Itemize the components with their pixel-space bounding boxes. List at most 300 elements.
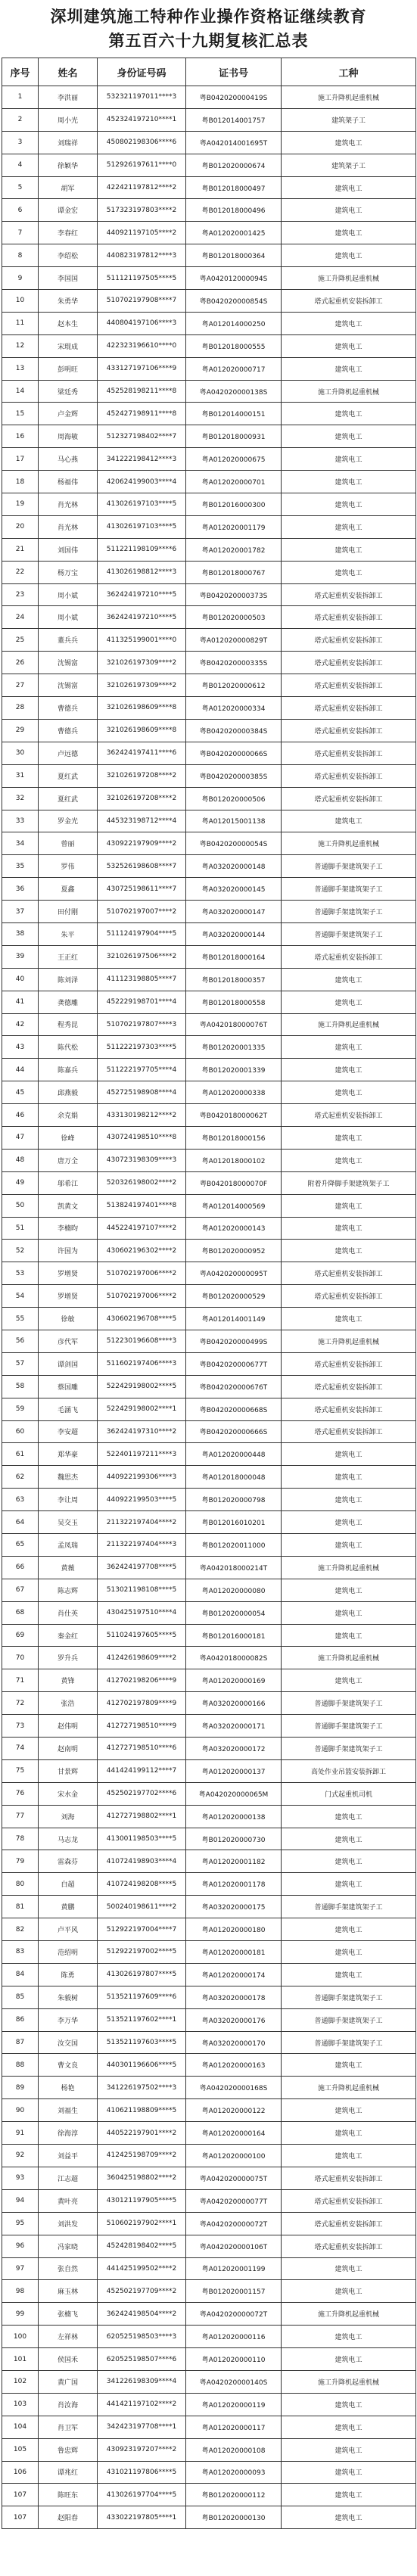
cell-certificate-number: 粤A032020000147 <box>186 901 282 923</box>
cell-certificate-number: 粤A012020000169 <box>186 1669 282 1692</box>
cell-certificate-number: 粤A032020000176 <box>186 2008 282 2031</box>
table-row <box>2 1556 416 1579</box>
cell-index: 27 <box>2 674 39 697</box>
cell-certificate-number: 粤B042018000062T <box>186 1104 282 1127</box>
cell-id-number: 362424197708****5 <box>98 1556 186 1579</box>
cell-name: 田付刚 <box>39 901 98 923</box>
cell-certificate-number: 粤B012016000300 <box>186 493 282 516</box>
cell-job-type: 建筑电工 <box>282 334 416 357</box>
cell-name: 刘洪发 <box>39 2212 98 2235</box>
cell-id-number: 620525198507****6 <box>98 2348 186 2371</box>
table-row <box>2 1692 416 1715</box>
cell-job-type: 塔式起重机安装拆卸工 <box>282 2189 416 2212</box>
cell-index: 37 <box>2 901 39 923</box>
cell-index: 4 <box>2 154 39 176</box>
cell-job-type: 高处作业吊篮安装拆卸工 <box>282 1759 416 1782</box>
table-row <box>2 1420 416 1443</box>
cell-certificate-number: 粤B012018000767 <box>186 561 282 583</box>
table-row <box>2 2031 416 2054</box>
cell-job-type: 建筑电工 <box>282 991 416 1013</box>
cell-name: 卢远德 <box>39 742 98 764</box>
cell-id-number: 510602197902****1 <box>98 2212 186 2235</box>
cell-name: 李让周 <box>39 1489 98 1511</box>
cell-job-type: 塔式起重机安装拆卸工 <box>282 742 416 764</box>
cell-job-type: 普通脚手架建筑架子工 <box>282 1692 416 1715</box>
cell-certificate-number: 粤A012020000110 <box>186 2348 282 2371</box>
table-row <box>2 901 416 923</box>
cell-job-type: 塔式起重机安装拆卸工 <box>282 1352 416 1375</box>
table-row <box>2 2280 416 2303</box>
cell-certificate-number: 粤B012020000503 <box>186 606 282 629</box>
table-row <box>2 1443 416 1466</box>
cell-certificate-number: 粤A042014001695T <box>186 131 282 154</box>
cell-job-type: 建筑电工 <box>282 1941 416 1964</box>
table-row <box>2 2008 416 2031</box>
cell-certificate-number: 粤B012018000164 <box>186 945 282 968</box>
table-row <box>2 448 416 471</box>
cell-index: 46 <box>2 1104 39 1127</box>
table-row <box>2 1149 416 1171</box>
cell-job-type: 塔式起重机安装拆卸工 <box>282 652 416 674</box>
cell-id-number: 513824197401****8 <box>98 1194 186 1217</box>
cell-id-number: 510702197007****2 <box>98 901 186 923</box>
cell-name: 肖光林 <box>39 515 98 538</box>
cell-id-number: 441421197102****2 <box>98 2393 186 2416</box>
cell-name: 李洪丽 <box>39 86 98 109</box>
cell-job-type: 建筑电工 <box>282 2461 416 2484</box>
cell-id-number: 321026197309****2 <box>98 652 186 674</box>
cell-index: 12 <box>2 334 39 357</box>
cell-job-type: 普通脚手架建筑架子工 <box>282 855 416 878</box>
cell-name: 程秀昆 <box>39 1013 98 1036</box>
cell-job-type: 建筑电工 <box>282 1534 416 1557</box>
cell-job-type: 建筑电工 <box>282 2438 416 2461</box>
cell-job-type: 建筑电工 <box>282 561 416 583</box>
cell-name: 余克娟 <box>39 1104 98 1127</box>
cell-index: 25 <box>2 629 39 652</box>
cell-id-number: 452229198701****4 <box>98 991 186 1013</box>
table-row <box>2 1828 416 1850</box>
cell-job-type: 塔式起重机安装拆卸工 <box>282 787 416 810</box>
cell-index: 2 <box>2 108 39 131</box>
cell-job-type: 建筑电工 <box>282 1036 416 1059</box>
table-row <box>2 1782 416 1805</box>
table-row <box>2 1217 416 1240</box>
cell-job-type: 建筑电工 <box>282 357 416 380</box>
cell-index: 100 <box>2 2326 39 2348</box>
cell-name: 曹文良 <box>39 2054 98 2077</box>
table-row <box>2 697 416 720</box>
cell-index: 82 <box>2 1918 39 1941</box>
cell-job-type: 建筑电工 <box>282 222 416 244</box>
cell-index: 30 <box>2 742 39 764</box>
cell-index: 36 <box>2 878 39 901</box>
cell-index: 9 <box>2 267 39 290</box>
cell-index: 103 <box>2 2393 39 2416</box>
cell-id-number: 510702197908****7 <box>98 290 186 313</box>
table-row <box>2 199 416 222</box>
cell-job-type: 塔式起重机安装拆卸工 <box>282 2167 416 2189</box>
table-row <box>2 1398 416 1420</box>
cell-name: 凯黄文 <box>39 1194 98 1217</box>
cell-id-number: 413026197807****5 <box>98 1963 186 1986</box>
cell-job-type: 塔式起重机安装拆卸工 <box>282 1262 416 1285</box>
cell-name: 罗增贤 <box>39 1285 98 1308</box>
cell-certificate-number: 粤A012020000717 <box>186 357 282 380</box>
cell-id-number: 512230196608****3 <box>98 1330 186 1352</box>
cell-job-type: 建筑架子工 <box>282 154 416 176</box>
cell-index: 50 <box>2 1194 39 1217</box>
cell-id-number: 440522197901****2 <box>98 2122 186 2145</box>
cell-index: 29 <box>2 719 39 742</box>
cell-name: 罗升兵 <box>39 1647 98 1669</box>
cell-index: 61 <box>2 1443 39 1466</box>
cell-job-type: 建筑电工 <box>282 2348 416 2371</box>
cell-index: 28 <box>2 697 39 720</box>
table-row <box>2 1669 416 1692</box>
cell-job-type: 建筑电工 <box>282 1081 416 1104</box>
cell-id-number: 362424197411****6 <box>98 742 186 764</box>
cell-index: 87 <box>2 2031 39 2054</box>
table-row <box>2 2099 416 2122</box>
cell-certificate-number: 粤A042020000095T <box>186 1262 282 1285</box>
cell-certificate-number: 粤A042020000106T <box>186 2235 282 2257</box>
cell-name: 彦代军 <box>39 1330 98 1352</box>
cell-index: 84 <box>2 1963 39 1986</box>
cell-certificate-number: 粤A012020000100 <box>186 2145 282 2167</box>
cell-certificate-number: 粤A012014001149 <box>186 1308 282 1330</box>
cell-index: 13 <box>2 357 39 380</box>
cell-job-type: 建筑电工 <box>282 2280 416 2303</box>
cell-id-number: 411325199001****0 <box>98 629 186 652</box>
table-row <box>2 1759 416 1782</box>
cell-index: 85 <box>2 1986 39 2008</box>
table-row <box>2 2461 416 2484</box>
document-title <box>0 0 417 53</box>
cell-id-number: 412727198802****1 <box>98 1805 186 1828</box>
cell-index: 91 <box>2 2122 39 2145</box>
table-row <box>2 403 416 425</box>
cell-name: 黄广国 <box>39 2370 98 2393</box>
cell-name: 朱平 <box>39 922 98 945</box>
cell-index: 47 <box>2 1126 39 1149</box>
cell-index: 76 <box>2 1782 39 1805</box>
cell-id-number: 452502197702****6 <box>98 1782 186 1805</box>
cell-certificate-number: 粤B042020000335S <box>186 652 282 674</box>
table-row <box>2 2326 416 2348</box>
cell-certificate-number: 粤A042020000077T <box>186 2189 282 2212</box>
cell-certificate-number: 粤A012020000164 <box>186 2122 282 2145</box>
cell-id-number: 440922199306****3 <box>98 1466 186 1489</box>
table-row <box>2 1534 416 1557</box>
table-row <box>2 1466 416 1489</box>
cell-name: 徐峰 <box>39 1126 98 1149</box>
cell-certificate-number: 粤B042020000384S <box>186 719 282 742</box>
cell-name: 冯家晓 <box>39 2235 98 2257</box>
cell-certificate-number: 粤B012018000931 <box>186 425 282 448</box>
table-row <box>2 1375 416 1398</box>
cell-name: 赵伟明 <box>39 1715 98 1738</box>
cell-job-type: 施工升降机起重机械 <box>282 267 416 290</box>
cell-name: 孟凤瑞 <box>39 1534 98 1557</box>
cell-job-type: 建筑电工 <box>282 1963 416 1986</box>
cell-job-type: 塔式起重机安装拆卸工 <box>282 629 416 652</box>
table-row <box>2 2212 416 2235</box>
table-row <box>2 2167 416 2189</box>
table-row <box>2 1262 416 1285</box>
cell-id-number: 441425199502****2 <box>98 2257 186 2280</box>
cell-certificate-number: 粤A032020000170 <box>186 2031 282 2054</box>
cell-index: 90 <box>2 2099 39 2122</box>
cell-certificate-number: 粤A012018000048 <box>186 1466 282 1489</box>
cell-job-type: 建筑电工 <box>282 448 416 471</box>
cell-id-number: 410621198809****5 <box>98 2099 186 2122</box>
cell-name: 许国为 <box>39 1240 98 1262</box>
cell-index: 63 <box>2 1489 39 1511</box>
cell-index: 60 <box>2 1420 39 1443</box>
cell-job-type: 建筑电工 <box>282 2099 416 2122</box>
cell-index: 6 <box>2 199 39 222</box>
cell-name: 曹德兵 <box>39 697 98 720</box>
cell-name: 徐敏 <box>39 1308 98 1330</box>
cell-id-number: 520326198002****2 <box>98 1171 186 1194</box>
table-header-row <box>2 58 416 86</box>
cell-name: 沈锡富 <box>39 674 98 697</box>
cell-name: 肖光林 <box>39 493 98 516</box>
table-row <box>2 1715 416 1738</box>
cell-name: 鲁忠辉 <box>39 2438 98 2461</box>
cell-index: 18 <box>2 471 39 493</box>
cell-certificate-number: 粤B012020000730 <box>186 1828 282 1850</box>
table-row <box>2 787 416 810</box>
cell-index: 41 <box>2 991 39 1013</box>
cell-id-number: 440804197106****3 <box>98 312 186 334</box>
cell-job-type: 建筑电工 <box>282 2257 416 2280</box>
cell-job-type: 塔式起重机安装拆卸工 <box>282 764 416 787</box>
cell-certificate-number: 粤A032020000166 <box>186 1692 282 1715</box>
cell-job-type: 建筑电工 <box>282 2054 416 2077</box>
cell-certificate-number: 粤A042020000072T <box>186 2303 282 2326</box>
cell-id-number: 362424197210****5 <box>98 606 186 629</box>
cell-id-number: 412425198709****2 <box>98 2145 186 2167</box>
cell-job-type: 塔式起重机安装拆卸工 <box>282 1398 416 1420</box>
cell-index: 107 <box>2 2506 39 2529</box>
cell-job-type: 附着升降脚手架建筑架子工 <box>282 1171 416 1194</box>
cell-index: 80 <box>2 1873 39 1896</box>
cell-certificate-number: 粤A012020000829T <box>186 629 282 652</box>
cell-id-number: 510702197006****2 <box>98 1262 186 1285</box>
cell-name: 李绍松 <box>39 244 98 267</box>
cell-id-number: 430121197905****5 <box>98 2189 186 2212</box>
table-row <box>2 2257 416 2280</box>
cell-certificate-number: 粤A012020000117 <box>186 2416 282 2438</box>
cell-id-number: 341226198309****4 <box>98 2370 186 2393</box>
cell-name: 陈旺东 <box>39 2484 98 2506</box>
cell-index: 92 <box>2 2145 39 2167</box>
cell-name: 肖汝海 <box>39 2393 98 2416</box>
cell-certificate-number: 粤A042018000082S <box>186 1647 282 1669</box>
cell-name: 吴交玉 <box>39 1511 98 1534</box>
cell-job-type: 建筑电工 <box>282 1805 416 1828</box>
cell-index: 104 <box>2 2416 39 2438</box>
cell-job-type: 建筑电工 <box>282 2326 416 2348</box>
cell-id-number: 452725198908****4 <box>98 1081 186 1104</box>
cell-name: 江志超 <box>39 2167 98 2189</box>
cell-certificate-number: 粤A012020000163 <box>186 2054 282 2077</box>
cell-name: 沈锡富 <box>39 652 98 674</box>
cell-job-type: 建筑电工 <box>282 1601 416 1624</box>
cell-job-type: 普通脚手架建筑架子工 <box>282 1896 416 1918</box>
cell-id-number: 522401197211****3 <box>98 1443 186 1466</box>
cell-index: 88 <box>2 2054 39 2077</box>
cell-index: 94 <box>2 2189 39 2212</box>
cell-name: 徐海淳 <box>39 2122 98 2145</box>
cell-name: 左祥林 <box>39 2326 98 2348</box>
cell-index: 86 <box>2 2008 39 2031</box>
cell-index: 19 <box>2 493 39 516</box>
cell-id-number: 321026197506****2 <box>98 945 186 968</box>
cell-name: 杨福伟 <box>39 471 98 493</box>
cell-certificate-number: 粤B012020000612 <box>186 674 282 697</box>
cell-name: 陈勇 <box>39 1963 98 1986</box>
cell-index: 24 <box>2 606 39 629</box>
table-row <box>2 267 416 290</box>
cell-certificate-number: 粤B042020000066S <box>186 742 282 764</box>
cell-name: 宋水金 <box>39 1782 98 1805</box>
cell-certificate-number: 粤B042020000677T <box>186 1352 282 1375</box>
table-row <box>2 1963 416 1986</box>
cell-id-number: 412702197809****9 <box>98 1692 186 1715</box>
cell-name: 夏红武 <box>39 787 98 810</box>
cell-certificate-number: 粤B012020000506 <box>186 787 282 810</box>
cell-job-type: 建筑电工 <box>282 2145 416 2167</box>
table-row <box>2 1036 416 1059</box>
cell-name: 郑华豪 <box>39 1443 98 1466</box>
cell-job-type: 普通脚手架建筑架子工 <box>282 2031 416 2054</box>
cell-certificate-number: 粤A012020000122 <box>186 2099 282 2122</box>
cell-index: 70 <box>2 1647 39 1669</box>
cell-job-type: 建筑电工 <box>282 1579 416 1601</box>
cell-id-number: 413026197103****5 <box>98 493 186 516</box>
table-row <box>2 674 416 697</box>
cell-id-number: 211322197404****2 <box>98 1511 186 1534</box>
cell-certificate-number: 粤B042020000676T <box>186 1375 282 1398</box>
cell-id-number: 522429198002****1 <box>98 1398 186 1420</box>
cell-id-number: 433130198212****2 <box>98 1104 186 1127</box>
cell-name: 张自然 <box>39 2257 98 2280</box>
cell-job-type: 施工升降机起重机械 <box>282 1556 416 1579</box>
cell-name: 赵阳春 <box>39 2506 98 2529</box>
cell-name: 马心燕 <box>39 448 98 471</box>
table-row <box>2 1511 416 1534</box>
table-row <box>2 86 416 109</box>
cell-name: 肖卫军 <box>39 2416 98 2438</box>
cell-id-number: 441424199112****7 <box>98 1759 186 1782</box>
cell-certificate-number: 粤A032020000148 <box>186 855 282 878</box>
table-row <box>2 2189 416 2212</box>
table-row <box>2 244 416 267</box>
cell-job-type: 建筑电工 <box>282 1624 416 1647</box>
cell-index: 49 <box>2 1171 39 1194</box>
cell-id-number: 452528198211****8 <box>98 380 186 403</box>
cell-name: 黄薇 <box>39 1556 98 1579</box>
cell-job-type: 建筑电工 <box>282 1850 416 1873</box>
cell-job-type: 建筑电工 <box>282 1126 416 1149</box>
cell-name: 黄叶亮 <box>39 2189 98 2212</box>
cell-index: 21 <box>2 538 39 561</box>
cell-job-type: 建筑电工 <box>282 2122 416 2145</box>
cell-name: 夏红武 <box>39 764 98 787</box>
cell-certificate-number: 粤A042020000075T <box>186 2167 282 2189</box>
cell-certificate-number: 粤B012020000054 <box>186 1601 282 1624</box>
table-row <box>2 471 416 493</box>
cell-job-type: 塔式起重机安装拆卸工 <box>282 1420 416 1443</box>
table-row <box>2 1941 416 1964</box>
cell-id-number: 412426198609****2 <box>98 1647 186 1669</box>
cell-index: 32 <box>2 787 39 810</box>
cell-certificate-number: 粤A012020000143 <box>186 1217 282 1240</box>
cell-certificate-number: 粤A012020000180 <box>186 1918 282 1941</box>
table-row <box>2 1126 416 1149</box>
cell-id-number: 512327198402****7 <box>98 425 186 448</box>
cell-job-type: 施工升降机起重机械 <box>282 1330 416 1352</box>
cell-job-type: 建筑电工 <box>282 2506 416 2529</box>
cell-id-number: 211322197404****3 <box>98 1534 186 1557</box>
cell-certificate-number: 粤B012020000529 <box>186 1285 282 1308</box>
cell-certificate-number: 粤A012014000569 <box>186 1194 282 1217</box>
cell-job-type: 塔式起重机安装拆卸工 <box>282 583 416 606</box>
cell-job-type: 普通脚手架建筑架子工 <box>282 2008 416 2031</box>
cell-index: 3 <box>2 131 39 154</box>
cell-id-number: 360425198802****2 <box>98 2167 186 2189</box>
header-certificate-number: 证书号 <box>186 58 282 86</box>
cell-job-type: 塔式起重机安装拆卸工 <box>282 2212 416 2235</box>
cell-id-number: 511602197406****3 <box>98 1352 186 1375</box>
header-name: 姓名 <box>39 58 98 86</box>
cell-job-type: 塔式起重机安装拆卸工 <box>282 674 416 697</box>
cell-certificate-number: 粤B042020000666S <box>186 1420 282 1443</box>
table-row <box>2 493 416 516</box>
cell-id-number: 412702198206****9 <box>98 1669 186 1692</box>
cell-id-number: 412727198510****6 <box>98 1738 186 1760</box>
cell-job-type: 建筑电工 <box>282 176 416 199</box>
cell-certificate-number: 粤B012018000555 <box>186 334 282 357</box>
cell-name: 甘景辉 <box>39 1759 98 1782</box>
cell-index: 106 <box>2 2461 39 2484</box>
cell-certificate-number: 粤B012016010201 <box>186 1511 282 1534</box>
cell-index: 35 <box>2 855 39 878</box>
cell-certificate-number: 粤B012020000798 <box>186 1489 282 1511</box>
cell-certificate-number: 粤A012020000093 <box>186 2461 282 2484</box>
cell-id-number: 321026198609****8 <box>98 719 186 742</box>
cell-job-type: 建筑电工 <box>282 1059 416 1081</box>
table-row <box>2 764 416 787</box>
cell-id-number: 522429198002****5 <box>98 1375 186 1398</box>
table-row <box>2 2348 416 2371</box>
cell-index: 14 <box>2 380 39 403</box>
cell-id-number: 321026197208****2 <box>98 787 186 810</box>
cell-index: 105 <box>2 2438 39 2461</box>
cell-index: 31 <box>2 764 39 787</box>
cell-index: 52 <box>2 1240 39 1262</box>
cell-certificate-number: 粤A012020000137 <box>186 1759 282 1782</box>
cell-id-number: 452428198402****5 <box>98 2235 186 2257</box>
cell-job-type: 建筑电工 <box>282 810 416 832</box>
cell-name: 李国国 <box>39 267 98 290</box>
cell-index: 96 <box>2 2235 39 2257</box>
cell-job-type: 建筑电工 <box>282 493 416 516</box>
table-row <box>2 583 416 606</box>
